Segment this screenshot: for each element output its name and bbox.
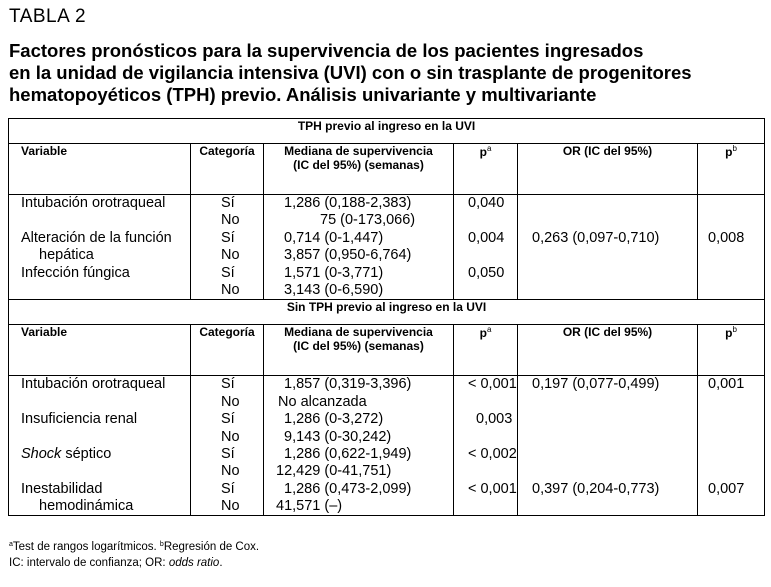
cell-categoria: Sí — [221, 264, 235, 281]
header-pb — [698, 325, 765, 376]
cell-mediana: 12,429 (0-41,751) — [276, 463, 392, 480]
cell-variable — [9, 463, 190, 480]
header-pb-text: p — [725, 145, 733, 159]
cell-categoria: Sí — [221, 195, 235, 211]
cell-p: 0,003 — [476, 411, 513, 428]
footnote-odds: odds ratio — [168, 557, 220, 569]
cell-or: 0,263 (0,097-0,710) — [532, 229, 660, 246]
header-p — [454, 144, 518, 195]
cell-categoria: No — [221, 247, 240, 264]
cell-p: 0,050 — [468, 264, 505, 281]
cell-mediana: 3,143 (0-6,590) — [284, 281, 384, 298]
cell-p — [454, 282, 517, 299]
cell-variable — [9, 429, 190, 446]
mediana-column — [264, 376, 454, 516]
footnote-line — [9, 555, 259, 571]
header-mediana — [264, 144, 454, 195]
footnote-end: . — [219, 557, 223, 569]
section-body — [9, 376, 765, 516]
cell-pb — [698, 195, 764, 212]
footnote-line — [9, 537, 259, 555]
header-pb-sup: b — [732, 325, 737, 335]
header-p-text: p — [479, 145, 487, 159]
cell-pb — [698, 429, 764, 446]
cell-categoria: No — [221, 212, 240, 229]
cell-p — [454, 394, 517, 411]
cell-pb — [698, 212, 764, 229]
cell-p — [454, 498, 517, 515]
cell-categoria: No — [221, 428, 240, 445]
cell-categoria: Sí — [221, 376, 235, 393]
cell-pb — [698, 446, 764, 463]
cell-variable: hemodinámica — [39, 498, 134, 515]
cell-categoria: No — [221, 281, 240, 298]
header-p-sup: a — [486, 325, 492, 335]
cell-p: < 0,001 — [468, 376, 517, 393]
header-mediana — [264, 325, 454, 376]
cell-variable: Insuficiencia renal — [21, 411, 138, 428]
header-mediana-line: (IC del 95%) (semanas) — [293, 339, 424, 354]
table-title — [9, 40, 764, 106]
header-categoria: Categoría — [191, 144, 264, 195]
p-column — [454, 195, 518, 300]
header-mediana-line: (IC del 95%) (semanas) — [293, 158, 424, 172]
cell-pb — [698, 282, 764, 299]
cell-mediana: 75 (0-173,066) — [320, 212, 416, 229]
cell-pb — [698, 394, 764, 411]
cell-p — [454, 463, 517, 480]
title-line: Factores pronósticos para la supervivencia de los pacientes ingresados — [9, 40, 644, 61]
cell-pb: 0,001 — [708, 376, 745, 393]
cell-pb: 0,008 — [708, 229, 745, 246]
cell-pb — [698, 247, 764, 264]
p-column — [454, 376, 518, 516]
cell-variable: Inestabilidad — [21, 480, 103, 497]
cell-categoria: Sí — [221, 411, 235, 428]
categoria-column — [191, 376, 264, 516]
cell-mediana: 3,857 (0,950-6,764) — [284, 247, 412, 264]
cell-mediana: 1,286 (0,188-2,383) — [284, 195, 412, 211]
cell-categoria: Sí — [221, 445, 235, 462]
variable-column — [9, 195, 191, 300]
cell-or — [518, 411, 697, 428]
cell-p: 0,040 — [468, 195, 505, 211]
cell-mediana: 1,857 (0,319-3,396) — [284, 376, 412, 393]
section-title: Sin TPH previo al ingreso en la UVI — [9, 300, 765, 325]
categoria-column — [191, 195, 264, 300]
pb-column — [698, 376, 765, 516]
cell-mediana: 9,143 (0-30,242) — [284, 428, 392, 445]
cell-or — [518, 212, 697, 229]
header-variable: Variable — [9, 325, 191, 376]
results-table — [8, 118, 765, 516]
or-column — [518, 195, 698, 300]
or-column — [518, 376, 698, 516]
cell-variable: Alteración de la función — [21, 229, 172, 246]
column-header-row — [9, 144, 765, 195]
cell-categoria: Sí — [221, 229, 235, 246]
cell-p — [454, 429, 517, 446]
cell-pb — [698, 265, 764, 282]
cell-or — [518, 446, 697, 463]
cell-variable — [9, 394, 190, 411]
title-line: hematopoyéticos (TPH) previo. Análisis univariante y multivariante — [9, 84, 597, 105]
cell-mediana: No alcanzada — [278, 393, 367, 410]
cell-variable-shock — [9, 446, 190, 463]
header-or: OR (IC del 95%) — [518, 144, 698, 195]
cell-or — [518, 394, 697, 411]
cell-or — [518, 463, 697, 480]
pb-column — [698, 195, 765, 300]
cell-mediana: 1,571 (0-3,771) — [284, 264, 384, 281]
cell-or — [518, 247, 697, 264]
section-body — [9, 195, 765, 300]
table-label: TABLA 2 — [9, 6, 87, 27]
cell-or — [518, 429, 697, 446]
header-categoria: Categoría — [191, 325, 264, 376]
mediana-column — [264, 195, 454, 300]
cell-or — [518, 195, 697, 212]
footnote-ic-text: IC: intervalo de confianza; OR: — [9, 557, 169, 569]
header-p — [454, 325, 518, 376]
table-footnotes — [9, 537, 259, 571]
cell-categoria: No — [221, 463, 240, 480]
cell-variable: Infección fúngica — [21, 264, 130, 281]
cell-variable: Intubación orotraqueal — [21, 195, 166, 211]
cell-or — [518, 282, 697, 299]
header-p-sup: a — [486, 144, 492, 153]
cell-variable — [9, 282, 190, 299]
cell-variable: hepática — [39, 247, 94, 264]
cell-or: 0,397 (0,204-0,773) — [532, 480, 660, 497]
title-line: en la unidad de vigilancia intensiva (UVI) con o sin trasplante de progenitores — [9, 62, 692, 83]
cell-categoria: Sí — [221, 480, 235, 497]
header-mediana-line: Mediana de supervivencia — [284, 144, 433, 158]
cell-p — [454, 247, 517, 264]
variable-column — [9, 376, 191, 516]
cell-p: 0,004 — [468, 229, 505, 246]
cell-mediana: 1,286 (0-3,272) — [284, 411, 384, 428]
cell-mediana: 1,286 (0,622-1,949) — [284, 445, 412, 462]
cell-mediana: 0,714 (0-1,447) — [284, 229, 384, 246]
cell-p: < 0,002 — [468, 445, 517, 462]
cell-variable — [9, 212, 190, 229]
cell-categoria: No — [221, 498, 240, 515]
shock-italic: Shock — [21, 445, 62, 462]
shock-rest: séptico — [61, 445, 112, 462]
cell-pb — [698, 463, 764, 480]
cell-mediana: 41,571 (–) — [276, 498, 343, 515]
header-p-text: p — [479, 326, 487, 341]
cell-pb — [698, 498, 764, 515]
cell-or: 0,197 (0,077-0,499) — [532, 376, 660, 393]
cell-categoria: No — [221, 393, 240, 410]
cell-variable: Intubación orotraqueal — [21, 376, 166, 393]
header-pb — [698, 144, 765, 195]
footnote-b-text: Regresión de Cox. — [163, 541, 260, 553]
cell-p — [454, 212, 517, 229]
section-header — [9, 300, 765, 325]
header-or: OR (IC del 95%) — [518, 325, 698, 376]
section-header — [9, 119, 765, 144]
column-header-row — [9, 325, 765, 376]
header-pb-sup: b — [732, 144, 737, 153]
cell-pb: 0,007 — [708, 480, 745, 497]
cell-or — [518, 498, 697, 515]
footnote-a-sup: a — [9, 541, 13, 548]
footnote-a-text: Test de rangos logarítmicos. — [12, 541, 160, 553]
cell-p: < 0,001 — [468, 480, 517, 497]
section-title: TPH previo al ingreso en la UVI — [9, 119, 765, 144]
header-mediana-line: Mediana de supervivencia — [284, 325, 433, 340]
header-pb-text: p — [725, 326, 733, 341]
footnote-b-sup: b — [159, 541, 164, 548]
cell-mediana: 1,286 (0,473-2,099) — [284, 480, 412, 497]
header-variable: Variable — [9, 144, 191, 195]
cell-or — [518, 265, 697, 282]
cell-pb — [698, 411, 764, 428]
